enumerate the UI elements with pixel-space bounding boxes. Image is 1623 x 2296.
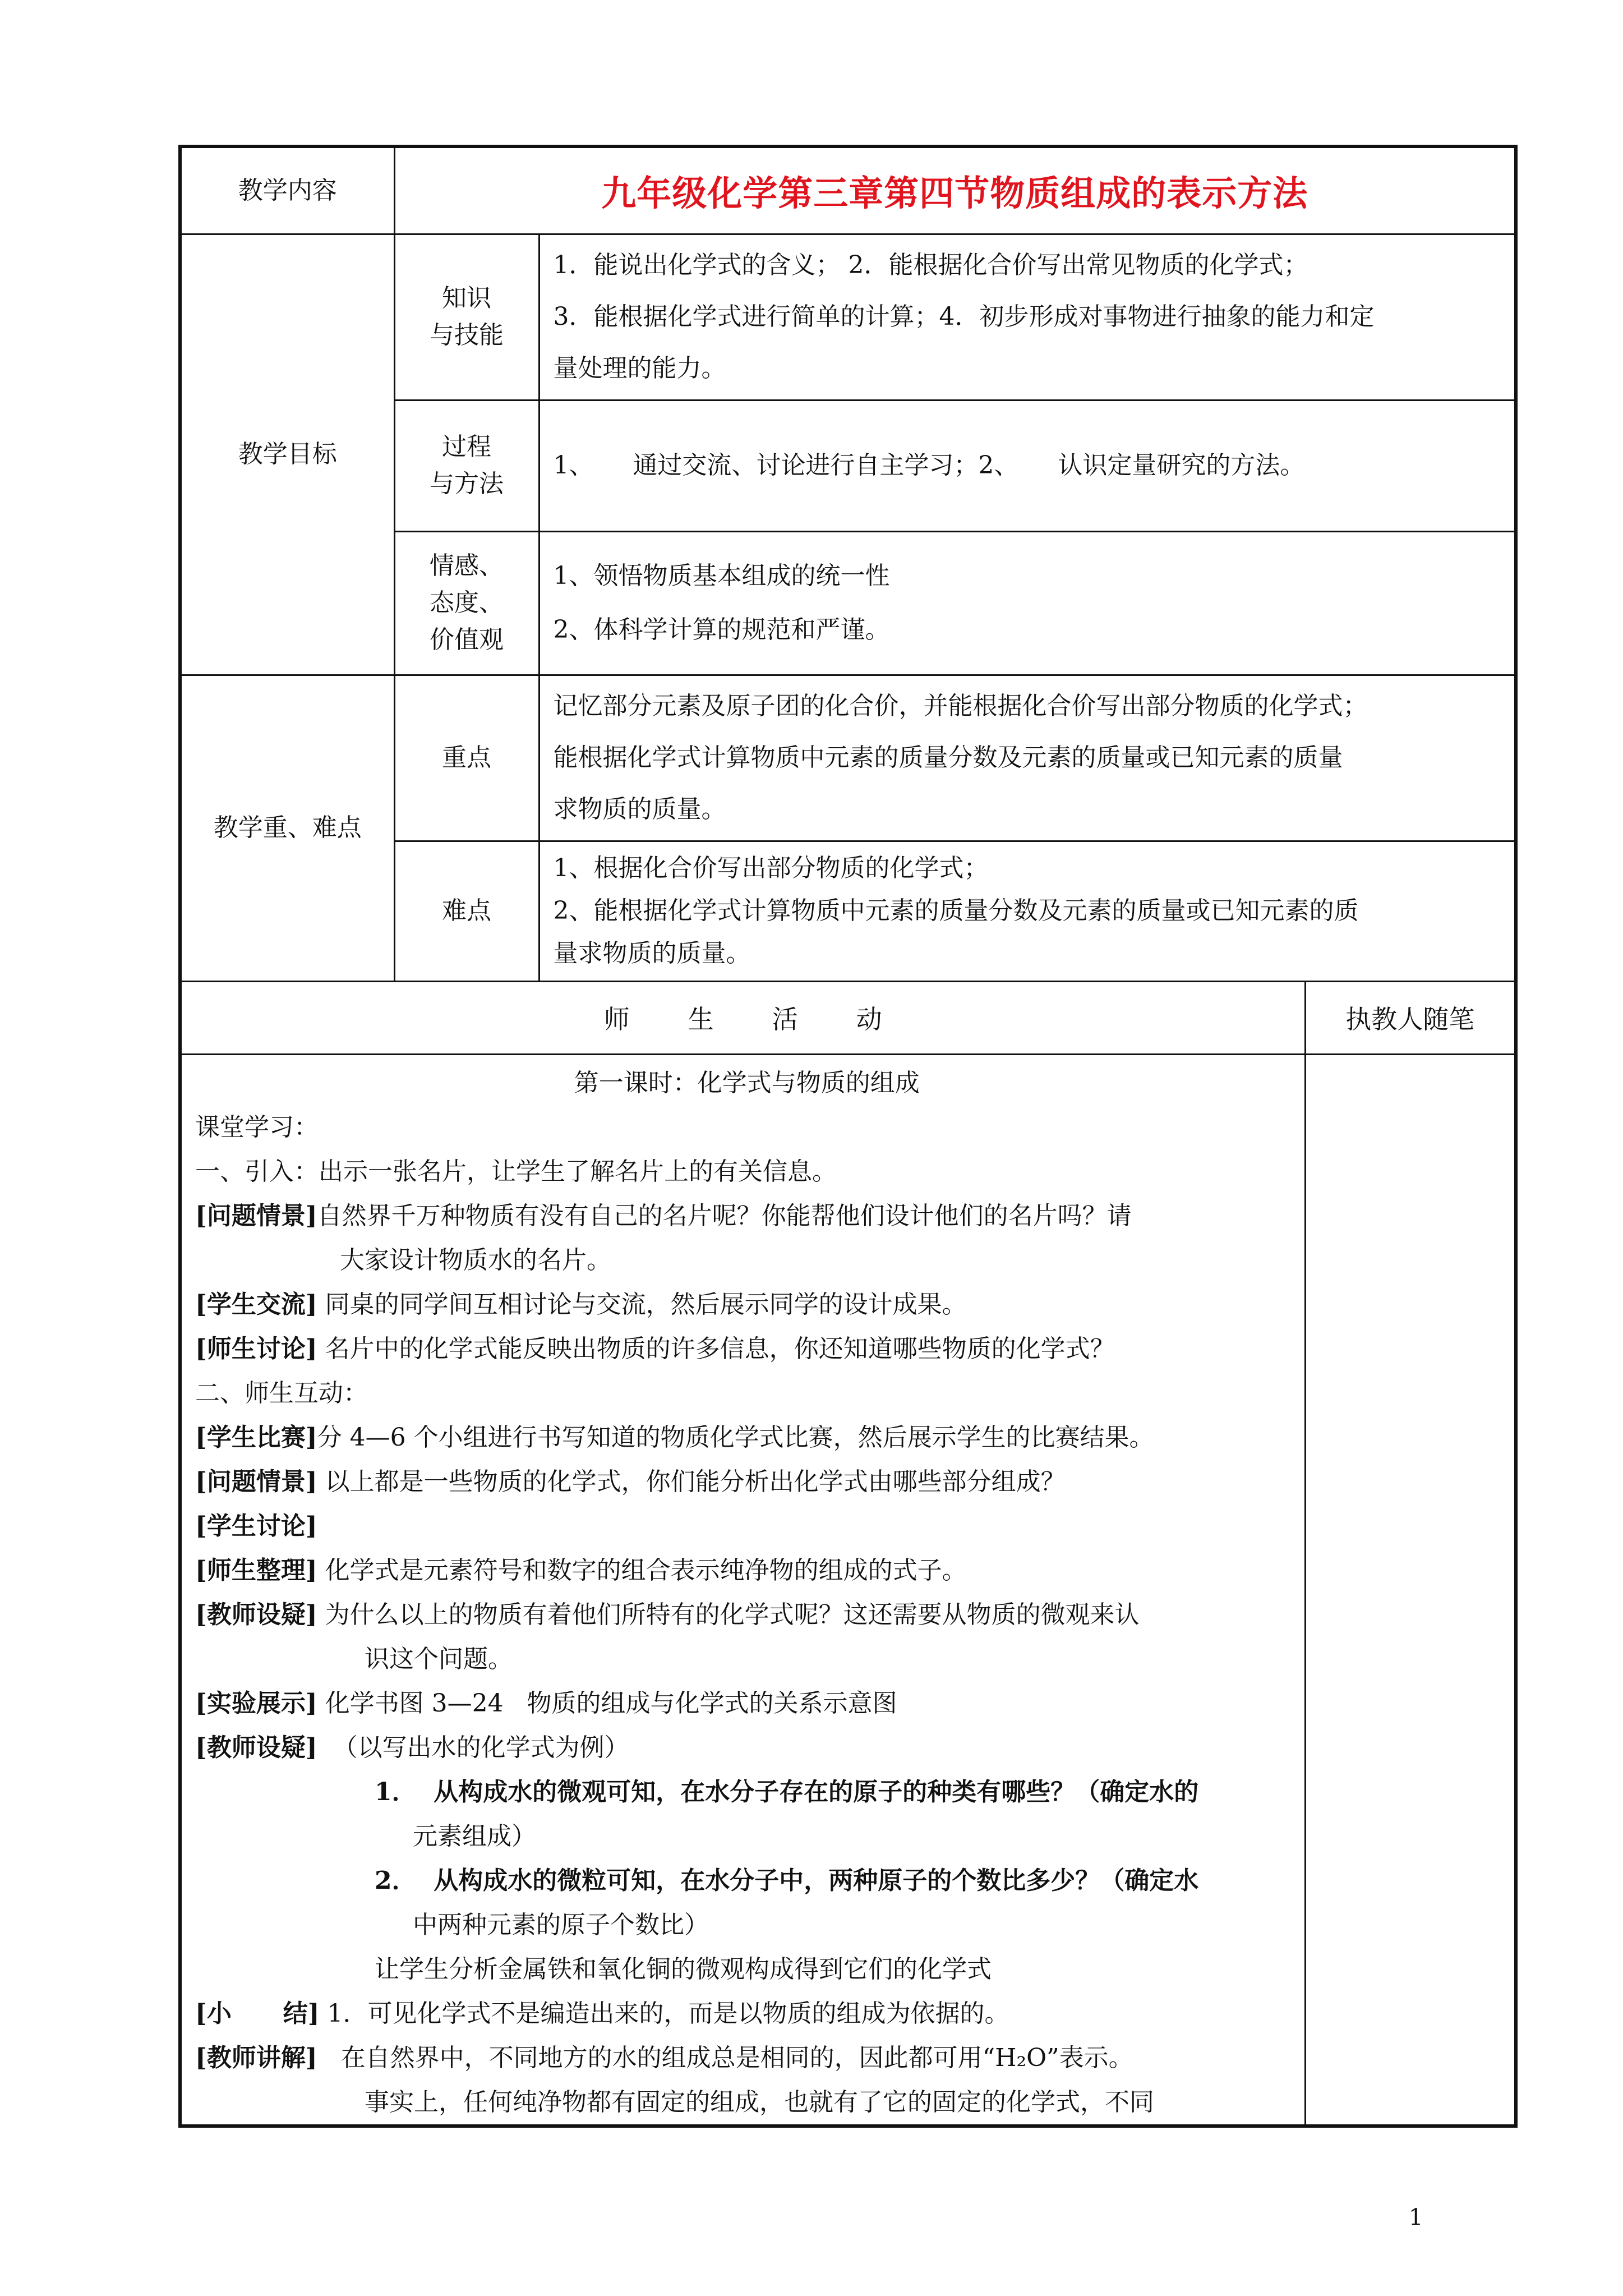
step-text: 化学式是元素符号和数字的组合表示纯净物的组成的式子。 [317,1556,967,1585]
lesson-line [195,1504,1299,1548]
step-tag: [问题情景] [195,1201,317,1230]
step-tag: [教师设疑] [195,1600,317,1629]
focus-line: 求物质的质量。 [553,795,726,823]
step-tag: [师生讨论] [195,1334,317,1363]
difficulty-text [539,841,1516,981]
difficulty-line: 2、能根据化学式计算物质中元素的质量分数及元素的质量或已知元素的质 [553,896,1359,925]
process-label-line-2: 与方法 [430,470,504,498]
lesson-plan-table [178,145,1518,2128]
emotion-text [539,531,1516,675]
lesson-line: 一、引入：出示一张名片，让学生了解名片上的有关信息。 [195,1157,837,1186]
lesson-line: 事实上，任何纯净物都有固定的组成，也就有了它的固定的化学式，不同 [365,2087,1154,2116]
difficulty-label: 难点 [394,841,539,981]
keypoint-focus-row [180,675,1516,841]
step-text: 在自然界中，不同地方的水的组成总是相同的，因此都可用“H₂O”表示。 [317,2043,1133,2072]
activities-header-char: 活 [772,1004,798,1034]
step-text: 自然界千万种物质有没有自己的名片呢？你能帮他们设计他们的名片吗？请 [317,1201,1132,1230]
lesson-line: 二、师生互动： [195,1378,368,1407]
difficulty-line: 1、根据化合价写出部分物质的化学式； [553,854,989,882]
step-text: 名片中的化学式能反映出物质的许多信息，你还知道哪些物质的化学式？ [317,1334,1115,1363]
emotion-label-line-2: 态度、 [430,588,504,617]
emotion-line: 1、领悟物质基本组成的统一性 [553,562,890,590]
knowledge-line: 量处理的能力。 [553,354,726,383]
activities-header-char: 动 [856,1004,882,1034]
lesson-title: 九年级化学第三章第四节物质组成的表示方法 [394,146,1516,234]
focus-text [539,675,1516,841]
objective-knowledge-row [180,234,1516,400]
knowledge-label-line-1: 知识 [442,284,491,312]
keypoints-label: 教学重、难点 [180,675,394,981]
activities-header [180,981,1305,1054]
process-label-line-1: 过程 [442,432,491,461]
step-tag: [学生比赛] [195,1423,317,1452]
lesson-line [195,1593,1299,1637]
activities-header-char: 生 [688,1004,714,1034]
lesson-body [180,1054,1305,2126]
lesson-line [195,1991,1299,2036]
notes-column [1305,1054,1516,2126]
lesson-line [195,1282,1299,1327]
lesson-line: 中两种元素的原子个数比） [413,1910,709,1939]
knowledge-text [539,234,1516,400]
step-tag: [教师讲解] [195,2043,317,2072]
focus-line: 记忆部分元素及原子团的化合价，并能根据化合价写出部分物质的化学式； [553,692,1368,720]
step-tag: [学生讨论] [195,1511,317,1540]
lesson-line: 1． 从构成水的微观可知，在水分子存在的原子的种类有哪些？（确定水的 [375,1777,1199,1806]
step-text: 化学书图 3—24 物质的组成与化学式的关系示意图 [317,1688,897,1718]
emotion-line: 2、体科学计算的规范和严谨。 [553,615,890,644]
step-text: 分 4—6 个小组进行书写知道的物质化学式比赛，然后展示学生的比赛结果。 [317,1423,1154,1452]
lesson-line [195,1194,1299,1238]
process-text: 1、 通过交流、讨论进行自主学习；2、 认识定量研究的方法。 [539,400,1516,531]
step-tag: [学生交流] [195,1290,317,1319]
lesson-line [195,1681,1299,1726]
lesson-line [195,1548,1299,1593]
lesson-line [195,1726,1299,1770]
knowledge-line: 3．能根据化学式进行简单的计算；4．初步形成对事物进行抽象的能力和定 [553,302,1375,331]
focus-label: 重点 [394,675,539,841]
knowledge-line: 1．能说出化学式的含义； 2．能根据化合价写出常见物质的化学式； [553,251,1308,279]
knowledge-label [394,234,539,400]
step-tag: [问题情景] [195,1467,317,1496]
lesson-line [195,1460,1299,1504]
lesson-heading: 第一课时：化学式与物质的组成 [574,1068,920,1097]
lesson-line: 让学生分析金属铁和氧化铜的微观构成得到它们的化学式 [375,1954,992,1984]
step-text: 以上都是一些物质的化学式，你们能分析出化学式由哪些部分组成？ [317,1467,1066,1496]
lesson-line: 课堂学习： [195,1112,319,1142]
title-row [180,146,1516,234]
lesson-line [195,1415,1299,1460]
objectives-label: 教学目标 [180,234,394,675]
lesson-line [195,1327,1299,1371]
lesson-body-row [180,1054,1516,2126]
lesson-line: 元素组成） [413,1821,536,1851]
notes-header: 执教人随笔 [1305,981,1516,1054]
step-tag: [小 结] [195,1999,320,2028]
step-text: 同桌的同学间互相讨论与交流，然后展示同学的设计成果。 [317,1290,967,1319]
step-text: 为什么以上的物质有着他们所特有的化学式呢？这还需要从物质的微观来认 [317,1600,1140,1629]
step-tag: [实验展示] [195,1688,317,1718]
process-label [394,400,539,531]
lesson-line: 识这个问题。 [365,1644,513,1673]
lesson-line: 大家设计物质水的名片。 [340,1245,611,1274]
page-number: 1 [1409,2205,1423,2230]
step-tag: [师生整理] [195,1556,317,1585]
step-text: （以写出水的化学式为例） [317,1733,629,1762]
step-text: 1．可见化学式不是编造出来的，而是以物质的组成为依据的。 [319,1999,1009,2028]
emotion-label [394,531,539,675]
focus-line: 能根据化学式计算物质中元素的质量分数及元素的质量或已知元素的质量 [553,743,1343,772]
knowledge-label-line-2: 与技能 [430,321,504,349]
emotion-label-line-1: 情感、 [430,551,504,580]
activities-header-char: 师 [603,1004,630,1034]
difficulty-line: 量求物质的质量。 [553,939,751,968]
lesson-line: 2． 从构成水的微粒可知，在水分子中，两种原子的个数比多少？（确定水 [375,1866,1199,1895]
lesson-line [195,2036,1299,2080]
activities-header-row [180,981,1516,1054]
emotion-label-line-3: 价值观 [430,625,504,654]
content-label: 教学内容 [180,146,394,234]
step-tag: [教师设疑] [195,1733,317,1762]
